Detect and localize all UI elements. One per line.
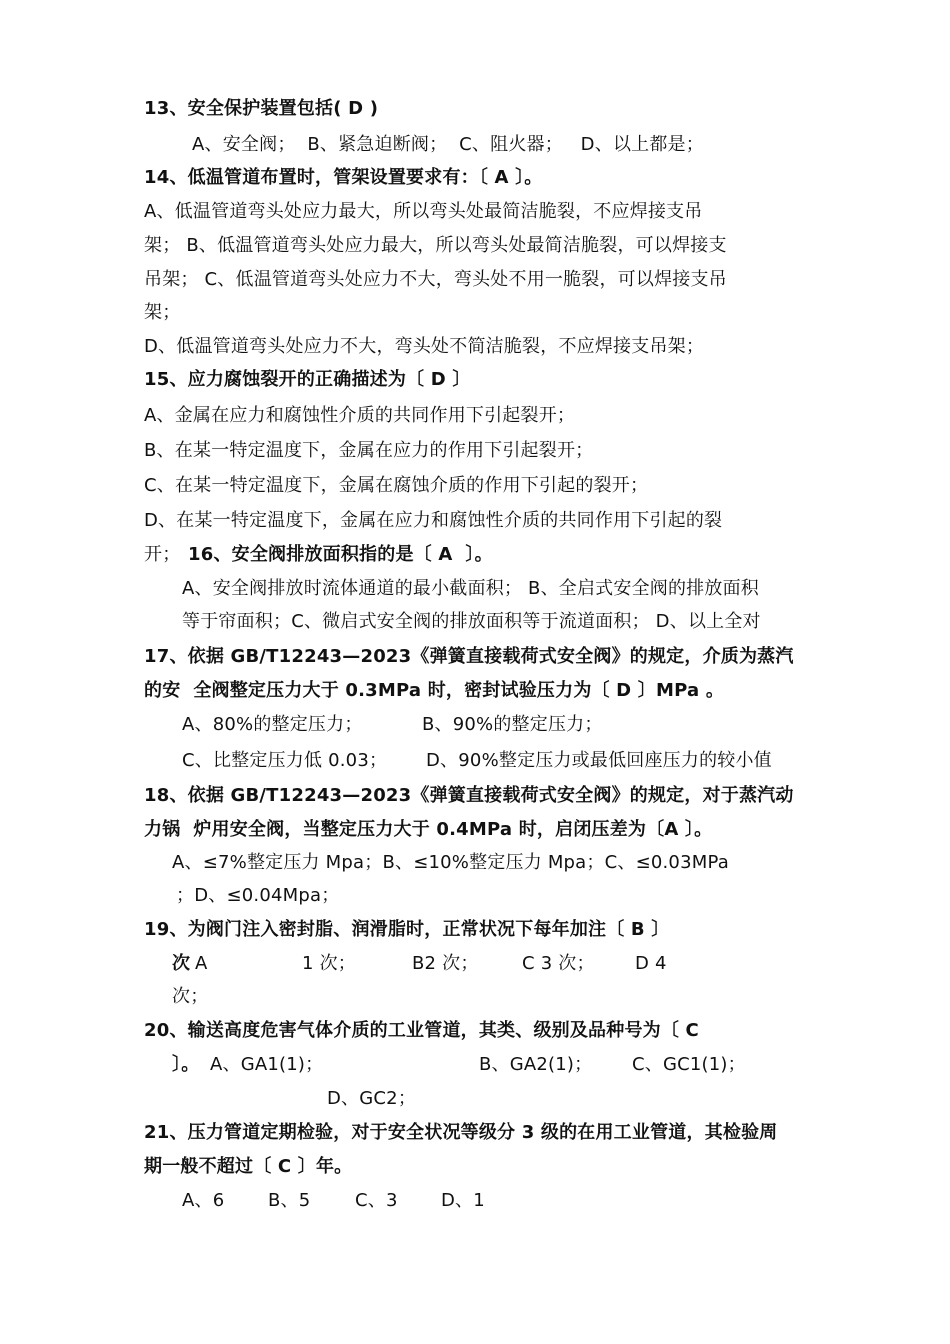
question-19-option: C 3 次； — [522, 953, 595, 974]
question-14-option-line: 吊架； C、低温管道弯头处应力不大，弯头处不用一脆裂，可以焊接支吊 — [144, 269, 727, 290]
question-17-option: D、90%整定压力或最低回座压力的较小值 — [426, 750, 772, 771]
question-19-option: B2 次； — [412, 953, 479, 974]
question-15-option: 开； — [144, 544, 181, 565]
question-20-option: B、GA2(1)； — [479, 1054, 593, 1075]
question-15-option: D、在某一特定温度下，金属在应力和腐蚀性介质的共同作用下引起的裂 — [144, 510, 723, 531]
question-19-option: D 4 — [635, 953, 667, 974]
question-20-option: A、GA1(1)； — [210, 1054, 324, 1075]
question-17-title: 17、依据 GB/T12243—2023《弹簧直接载荷式安全阀》的规定，介质为蒸汽 — [144, 646, 794, 667]
question-14-option-line: 架； B、低温管道弯头处应力最大，所以弯头处最简洁脆裂，可以焊接支 — [144, 235, 727, 256]
question-15-title: 15、应力腐蚀裂开的正确描述为〔 D 〕 — [144, 369, 471, 390]
question-20-option: D、GC2； — [327, 1088, 417, 1109]
question-18-title: 18、依据 GB/T12243—2023《弹簧直接载荷式安全阀》的规定，对于蒸汽动 — [144, 785, 794, 806]
question-14-title: 14、低温管道布置时，管架设置要求有：〔 A 〕。 — [144, 167, 543, 188]
question-20-title: 〕。 — [172, 1054, 200, 1075]
question-16-option-line: 等于帘面积；C、微启式安全阀的排放面积等于流道面积； D、以上全对 — [182, 611, 761, 632]
question-21-option: D、1 — [441, 1190, 485, 1211]
question-19-title: 次 — [172, 953, 191, 974]
question-20-option: C、GC1(1)； — [632, 1054, 746, 1075]
question-13-title: 13、安全保护装置包括( D ) — [144, 98, 379, 119]
question-15-option: A、金属在应力和腐蚀性介质的共同作用下引起裂开； — [144, 405, 576, 426]
question-19-option: 1 次； — [302, 953, 356, 974]
question-18-option-line: A、≤7%整定压力 Mpa；B、≤10%整定压力 Mpa；C、≤0.03MPa — [172, 852, 729, 873]
question-13-options: A、安全阀； B、紧急迫断阀； C、阻火器； D、以上都是； — [192, 134, 704, 155]
question-17-option: B、90%的整定压力； — [422, 714, 603, 735]
question-21-title: 21、压力管道定期检验，对于安全状况等级分 3 级的在用工业管道，其检验周 — [144, 1122, 778, 1143]
question-16-option-line: A、安全阀排放时流体通道的最小截面积； B、全启式安全阀的排放面积 — [182, 578, 759, 599]
question-17-option: C、比整定压力低 0.03； — [182, 750, 388, 771]
question-19-title: 19、为阀门注入密封脂、润滑脂时，正常状况下每年加注〔 B 〕 — [144, 919, 670, 940]
question-19-option: A — [195, 953, 208, 974]
question-14-option-line: A、低温管道弯头处应力最大，所以弯头处最简洁脆裂，不应焊接支吊 — [144, 201, 703, 222]
question-18-title: 力锅 炉用安全阀，当整定压力大于 0.4MPa 时，启闭压差为〔A 〕。 — [144, 819, 713, 840]
question-14-option-line: D、低温管道弯头处应力不大，弯头处不简洁脆裂，不应焊接支吊架； — [144, 336, 705, 357]
question-15-option: B、在某一特定温度下，金属在应力的作用下引起裂开； — [144, 440, 594, 461]
question-18-option-line: ；D、≤0.04Mpa； — [176, 885, 340, 906]
question-21-option: A、6 — [182, 1190, 225, 1211]
question-15-option: C、在某一特定温度下，金属在腐蚀介质的作用下引起的裂开； — [144, 475, 649, 496]
question-16-title: 16、安全阀排放面积指的是〔 A 〕。 — [188, 544, 493, 565]
question-21-option: C、3 — [355, 1190, 398, 1211]
question-14-option-line: 架； — [144, 302, 181, 323]
question-21-option: B、5 — [268, 1190, 311, 1211]
question-17-title: 的安 全阀整定压力大于 0.3MPa 时，密封试验压力为〔 D 〕MPa 。 — [144, 680, 725, 701]
question-21-title: 期一般不超过〔 C 〕年。 — [144, 1156, 353, 1177]
question-17-option: A、80%的整定压力； — [182, 714, 363, 735]
question-19-option: 次； — [172, 986, 209, 1007]
question-20-title: 20、输送高度危害气体介质的工业管道，其类、级别及品种号为〔 C — [144, 1020, 699, 1041]
